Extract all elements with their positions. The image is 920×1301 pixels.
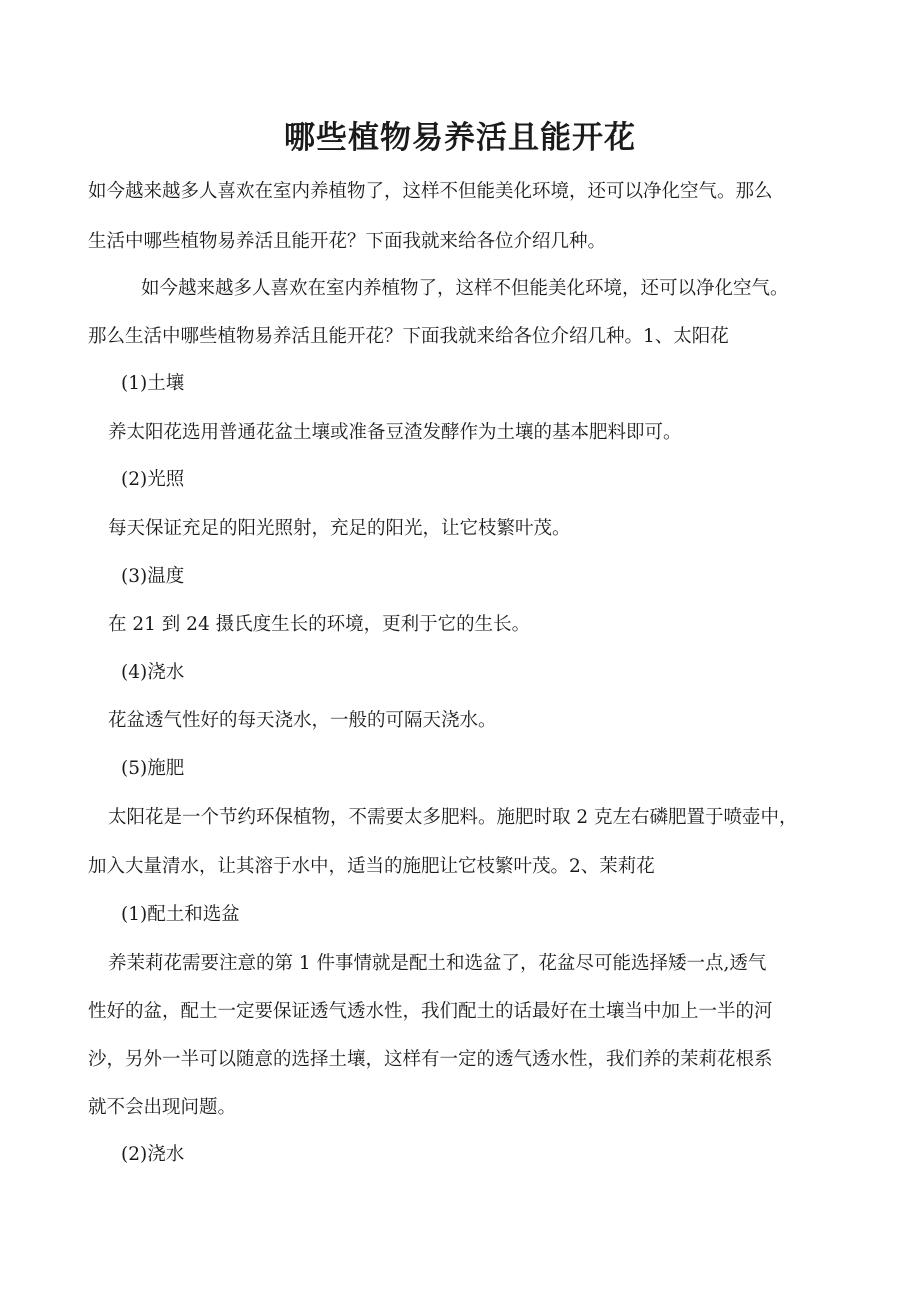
subheading-soil-pot: (1)配土和选盆 xyxy=(121,904,240,925)
subheading-soil: (1)土壤 xyxy=(121,373,185,394)
paragraph-soil: 养太阳花选用普通花盆土壤或准备豆渣发酵作为土壤的基本肥料即可。 xyxy=(108,422,682,443)
paragraph-fertilizer-1: 太阳花是一个节约环保植物，不需要太多肥料。施肥时取 2 克左右磷肥置于喷壶中， xyxy=(108,807,798,828)
paragraph-fertilizer-2: 加入大量清水，让其溶于水中，适当的施肥让它枝繁叶茂。2、茉莉花 xyxy=(88,856,655,877)
intro-line-1: 如今越来越多人喜欢在室内养植物了，这样不但能美化环境，还可以净化空气。那么 xyxy=(88,181,773,202)
paragraph-temperature: 在 21 到 24 摄氏度生长的环境，更利于它的生长。 xyxy=(108,614,531,635)
subheading-watering-2: (2)浇水 xyxy=(121,1144,185,1165)
document-title: 哪些植物易养活且能开花 xyxy=(284,120,636,156)
paragraph-soil-pot-2: 性好的盆，配土一定要保证透气透水性，我们配土的话最好在土壤当中加上一半的河 xyxy=(88,1001,773,1022)
body-line-1: 如今越来越多人喜欢在室内养植物了，这样不但能美化环境，还可以净化空气。 xyxy=(141,278,789,299)
paragraph-soil-pot-3: 沙，另外一半可以随意的选择土壤，这样有一定的透气透水性，我们养的茉莉花根系 xyxy=(88,1049,773,1070)
subheading-watering: (4)浇水 xyxy=(121,662,185,683)
paragraph-soil-pot-4: 就不会出现问题。 xyxy=(88,1097,237,1118)
intro-line-2: 生活中哪些植物易养活且能开花？下面我就来给各位介绍几种。 xyxy=(88,231,607,252)
subheading-fertilizer: (5)施肥 xyxy=(121,758,185,779)
paragraph-watering: 花盆透气性好的每天浇水，一般的可隔天浇水。 xyxy=(108,710,497,731)
subheading-light: (2)光照 xyxy=(121,469,185,490)
paragraph-soil-pot-1: 养茉莉花需要注意的第 1 件事情就是配土和选盆了，花盆尽可能选择矮一点,透气 xyxy=(108,953,767,974)
paragraph-light: 每天保证充足的阳光照射，充足的阳光，让它枝繁叶茂。 xyxy=(108,518,571,539)
subheading-temperature: (3)温度 xyxy=(121,566,185,587)
body-line-2: 那么生活中哪些植物易养活且能开花？下面我就来给各位介绍几种。1、太阳花 xyxy=(88,326,729,347)
